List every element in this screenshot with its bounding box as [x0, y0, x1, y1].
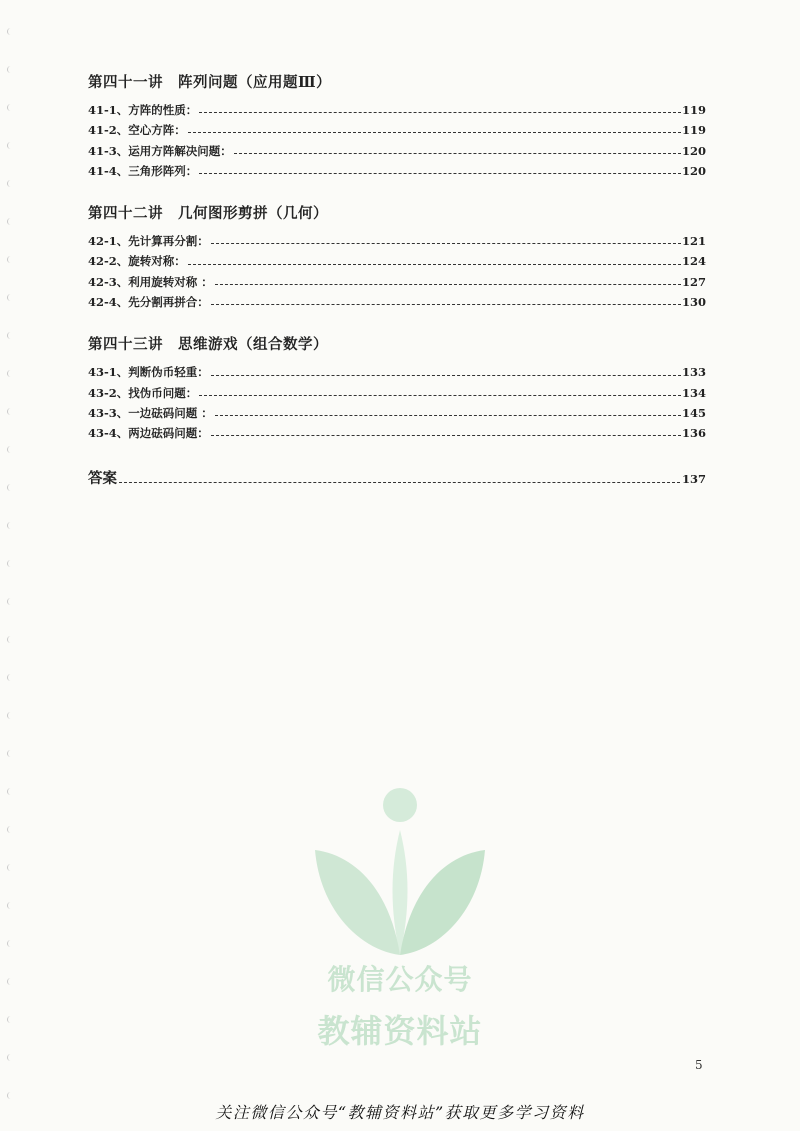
binding-hole-mark [7, 66, 12, 73]
entry-number: 43-4 [88, 426, 117, 441]
dot-leader [234, 152, 681, 154]
sprout-logo-icon [300, 780, 500, 960]
entry-title: 、先计算再分割： [116, 234, 209, 249]
entry-title: 、判断伪币轻重： [116, 365, 209, 380]
dot-leader [199, 111, 681, 113]
toc-entry[interactable] [88, 100, 706, 120]
toc-entry[interactable] [88, 161, 706, 181]
binding-hole-mark [7, 28, 12, 35]
binding-hole-mark [7, 1016, 12, 1023]
binding-hole-marks [4, 0, 16, 1131]
binding-hole-mark [7, 902, 12, 909]
binding-hole-mark [7, 712, 12, 719]
binding-hole-mark [7, 788, 12, 795]
dot-leader [188, 131, 681, 133]
binding-hole-mark [7, 446, 12, 453]
entry-page: 121 [681, 234, 706, 249]
binding-hole-mark [7, 370, 12, 377]
watermark-line-2: 教辅资料站 [317, 1012, 483, 1050]
toc-entry[interactable] [88, 403, 706, 423]
binding-hole-mark [7, 522, 12, 529]
watermark [300, 780, 500, 1060]
binding-hole-mark [7, 142, 12, 149]
entry-number: 42-3 [88, 274, 117, 289]
section-title: 第四十三讲 思维游戏（组合数学） [88, 336, 328, 354]
entry-number: 43-2 [88, 385, 117, 400]
toc-entry[interactable] [88, 141, 706, 161]
toc-entry[interactable] [88, 272, 706, 292]
dot-leader [211, 303, 681, 305]
entry-number: 42-4 [88, 295, 117, 310]
toc-answer-entry[interactable] [88, 466, 706, 492]
entry-page: 120 [681, 143, 706, 158]
toc-entry[interactable] [88, 383, 706, 403]
entry-title: 、利用旋转对称 ： [116, 274, 213, 289]
entry-title: 、旋转对称： [116, 254, 186, 269]
binding-hole-mark [7, 218, 12, 225]
entry-page: 136 [681, 426, 706, 441]
entry-title: 、空心方阵： [116, 123, 186, 138]
entry-page: 133 [681, 365, 706, 380]
dot-leader [188, 263, 681, 265]
entry-title: 、方阵的性质： [116, 103, 198, 117]
binding-hole-mark [7, 104, 12, 111]
binding-hole-mark [7, 408, 12, 415]
section-title: 第四十二讲 几何图形剪拼（几何） [88, 205, 328, 223]
binding-hole-mark [7, 294, 12, 301]
entry-page: 130 [681, 295, 706, 310]
toc-entry[interactable] [88, 120, 706, 140]
watermark-line-1: 微信公众号 [327, 963, 473, 996]
dot-leader [215, 283, 681, 285]
toc-section-43 [88, 334, 706, 443]
binding-hole-mark [7, 332, 12, 339]
entry-page: 119 [681, 123, 706, 138]
binding-hole-mark [7, 750, 12, 757]
binding-hole-mark [7, 256, 12, 263]
entry-page: 120 [681, 163, 706, 178]
binding-hole-mark [7, 864, 12, 871]
binding-hole-mark [7, 180, 12, 187]
dot-leader [211, 434, 681, 436]
table-of-contents [88, 72, 706, 492]
binding-hole-mark [7, 674, 12, 681]
entry-number: 43-3 [88, 405, 117, 420]
answer-page: 137 [681, 471, 706, 486]
dot-leader [119, 481, 680, 483]
entry-title: 、找伪币问题： [116, 385, 198, 400]
entry-page: 119 [681, 103, 706, 117]
entry-number: 43-1 [88, 365, 117, 380]
binding-hole-mark [7, 978, 12, 985]
answer-label: 答案 [88, 469, 117, 487]
dot-leader [199, 394, 681, 396]
entry-title: 、运用方阵解决问题： [116, 143, 232, 158]
binding-hole-mark [7, 826, 12, 833]
entry-page: 127 [681, 274, 706, 289]
dot-leader [211, 242, 681, 244]
binding-hole-mark [7, 1054, 12, 1061]
entry-number: 42-1 [88, 234, 117, 249]
toc-entry[interactable] [88, 231, 706, 251]
toc-entry[interactable] [88, 292, 706, 312]
entry-page: 134 [681, 385, 706, 400]
entry-title: 、一边砝码问题 ： [116, 405, 213, 420]
binding-hole-mark [7, 636, 12, 643]
entry-number: 41-2 [88, 123, 117, 138]
toc-entry[interactable] [88, 251, 706, 271]
page-number: 5 [695, 1058, 703, 1072]
section-title: 第四十一讲 阵列问题（应用题Ⅲ） [88, 74, 332, 91]
toc-entry[interactable] [88, 423, 706, 443]
toc-section-42 [88, 203, 706, 312]
entry-title: 、先分割再拼合： [116, 295, 209, 310]
dot-leader [211, 374, 681, 376]
binding-hole-mark [7, 598, 12, 605]
binding-hole-mark [7, 560, 12, 567]
entry-number: 41-4 [88, 163, 117, 178]
binding-hole-mark [7, 940, 12, 947]
toc-entry[interactable] [88, 362, 706, 382]
entry-number: 41-3 [88, 143, 117, 158]
footer-note: 关注微信公众号“教辅资料站”获取更多学习资料 [215, 1103, 585, 1122]
entry-page: 145 [681, 405, 706, 420]
entry-title: 、两边砝码问题： [116, 426, 209, 441]
dot-leader [215, 414, 681, 416]
entry-page: 124 [681, 254, 706, 269]
entry-title: 、三角形阵列： [116, 163, 198, 178]
binding-hole-mark [7, 1092, 12, 1099]
dot-leader [199, 172, 681, 174]
binding-hole-mark [7, 484, 12, 491]
entry-number: 42-2 [88, 254, 117, 269]
toc-section-41 [88, 72, 706, 181]
entry-number: 41-1 [88, 103, 117, 117]
